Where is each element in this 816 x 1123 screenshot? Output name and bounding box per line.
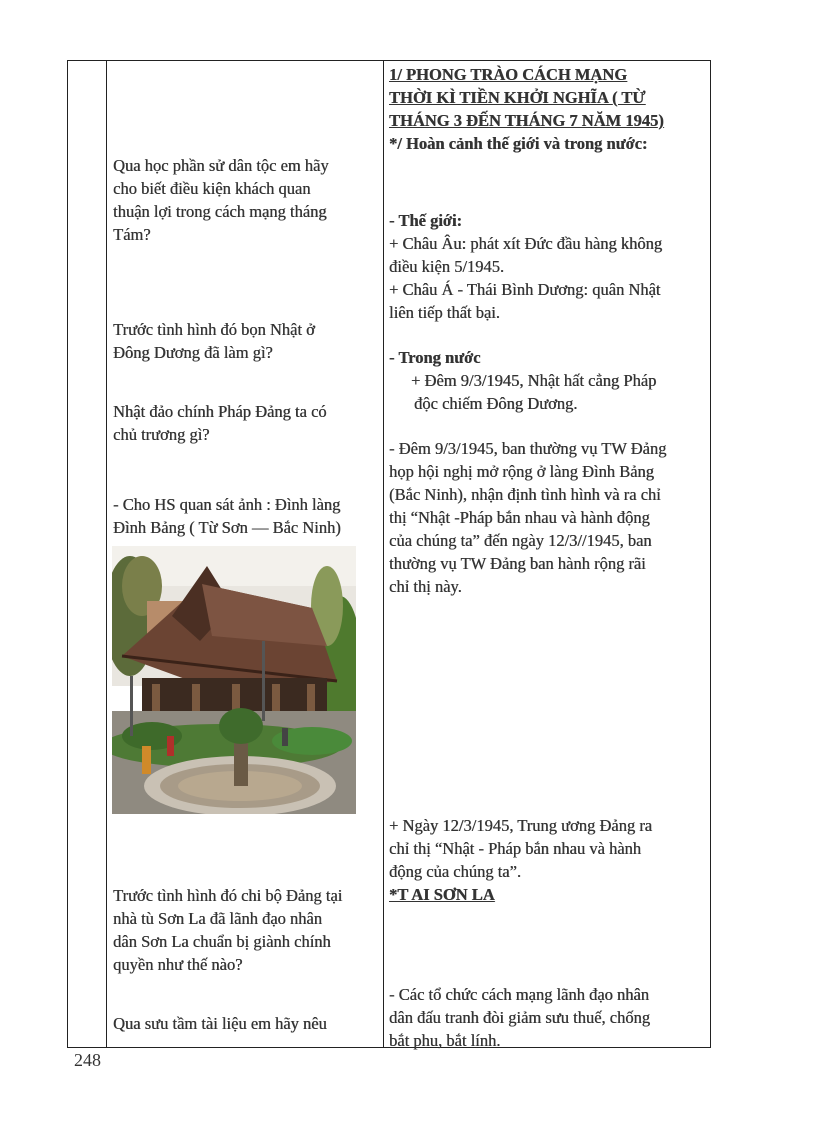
sonla-paragraph: - Các tổ chức cách mạng lãnh đạo nhân dân đấu tranh đòi giảm sưu thuế, chống bắt phu, bắt lính. [389,985,650,1050]
domestic-items: + Đêm 9/3/1945, Nhật hất cẳng Pháp độc chiếm Đông Dương. [411,371,657,413]
dinh-bang-temple-photo [112,546,356,814]
world-title: - Thế giới: [389,211,463,230]
section-heading: 1/ PHONG TRÀO CÁCH MẠNG THỜI KÌ TIỀN KHỞI NGHĨA ( TỪ THÁNG 3 ĐẾN THÁNG 7 NĂM 1945) [389,65,664,130]
question-sonla-preparation: Trước tình hình đó chi bộ Đảng tại nhà tù Sơn La đã lãnh đạo nhân dân Sơn La chuẩn bị giành chính quyền như thế nào? [113,886,343,974]
world-items: + Châu Âu: phát xít Đức đầu hàng không điều kiện 5/1945. + Châu Á - Thái Bình Dương: quân Nhật liên tiếp thất bại. [389,234,663,322]
question-japan-action: Trước tình hình đó bọn Nhật ở Đông Dương đã làm gì? [113,320,315,362]
central-directive-paragraph: + Ngày 12/3/1945, Trung ương Đảng ra chỉ thị “Nhật - Pháp bắn nhau và hành động của chúng ta”. [389,816,653,881]
column-divider-2 [383,61,384,1047]
sonla-title: *T AI SƠN LA [389,885,495,904]
party-meeting-paragraph: - Đêm 9/3/1945, ban thường vụ TW Đảng họp hội nghị mở rộng ở làng Đình Bảng (Bắc Ninh), nhận định tình hình và ra chỉ thị “Nhật -Pháp bắn nhau và hành động của chúng ta” đến ngày 12/3//1945, ban thường vụ TW Đảng ban hành rộng rãi chỉ thị này. [389,439,667,596]
column-divider-1 [106,61,107,1047]
question-conditions: Qua học phần sử dân tộc em hãy cho biết điều kiện khách quan thuận lợi trong cách mạng tháng Tám? [113,156,329,244]
domestic-title: - Trong nước [389,348,481,367]
context-title: */ Hoàn cảnh thế giới và trong nước: [389,134,648,153]
photo-instruction: - Cho HS quan sát ảnh : Đình làng Đình Bảng ( Từ Sơn — Bắc Ninh) [113,495,341,537]
question-party-policy: Nhật đảo chính Pháp Đảng ta có chủ trương gì? [113,402,327,444]
page-number: 248 [74,1050,101,1070]
question-research: Qua sưu tầm tài liệu em hãy nêu [113,1014,327,1033]
